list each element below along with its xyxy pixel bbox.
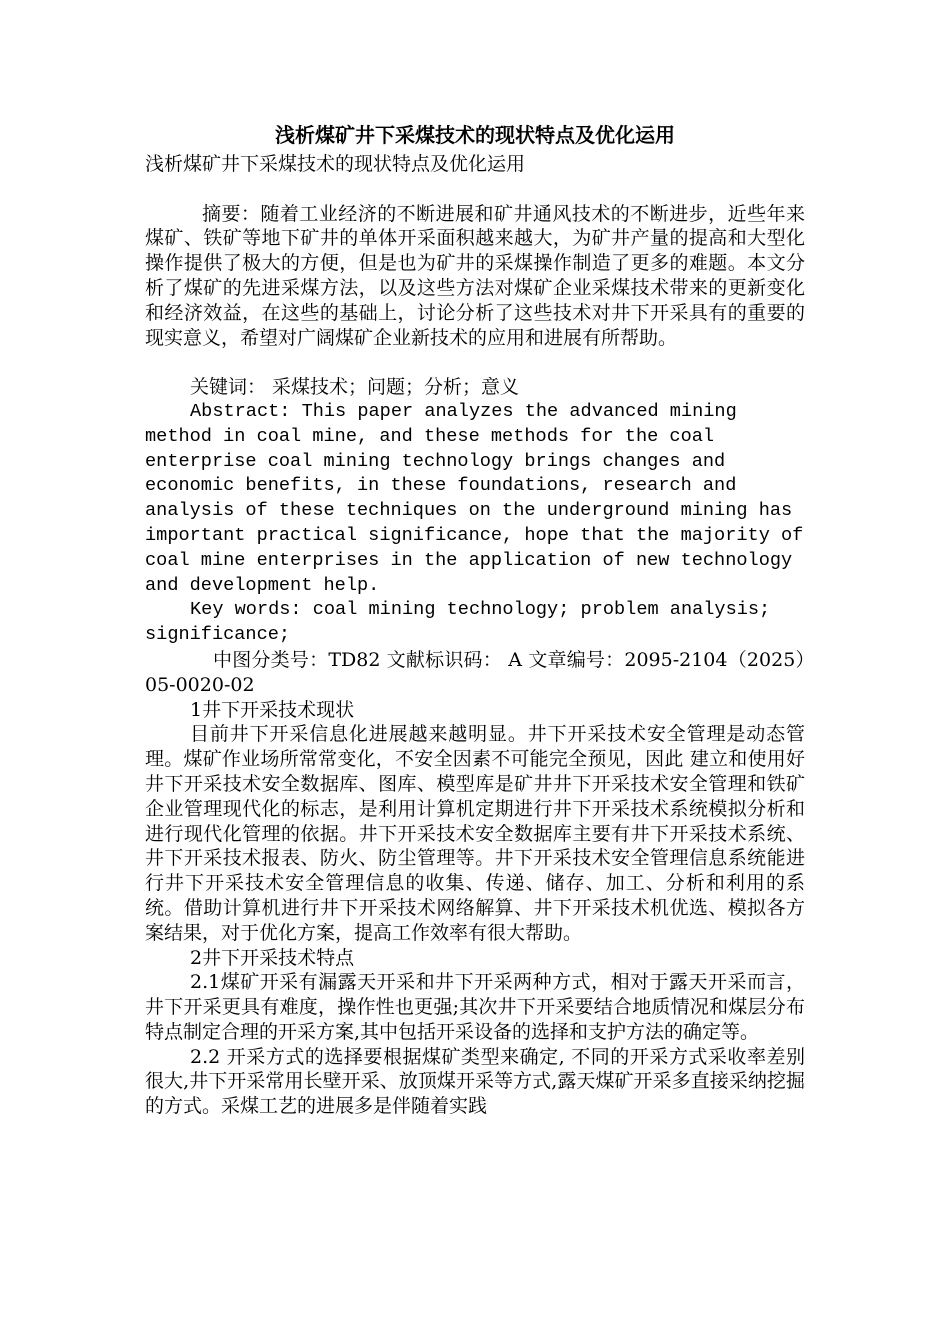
abstract-en: Abstract: This paper analyzes the advanced mining method in coal mine, and these methods for the coal enterprise coal mining technology brings changes and economic benefits, in these foundations, research and analysis of these techniques on the underground mining has important practical significance, hope that the majority of coal mine enterprises in the application of new technology and development help. <box>145 400 804 596</box>
document-subtitle: 浅析煤矿井下采煤技术的现状特点及优化运用 <box>145 153 526 175</box>
keywords-cn: 关键词： 采煤技术；问题；分析；意义 <box>190 376 520 399</box>
keywords-en: Key words: coal mining technology; problem analysis; significance; <box>145 599 771 646</box>
spacer <box>145 350 805 375</box>
section-1-body: 目前井下开采信息化进展越来越明显。井下开采技术安全管理是动态管理。煤矿作业场所常常变化，不安全因素不可能完全预见，因此 建立和使用好井下开采技术安全数据库、图库、模型库是矿井井下开采技术安全管理和铁矿企业管理现代化的标志，是利用计算机定期进行井下开采技术系统模拟分析和进行现代化管理的依据。井下开采技术安全数据库主要有井下开采技术系统、井下开采技术报表、防火、防尘管理等。井下开采技术安全管理信息系统能进行井下开采技术安全管理信息的收集、传递、储存、加工、分析和利用的系统。借助计算机进行井下开采技术网络解算、井下开采技术机优选、模拟各方案结果，对于优化方案，提高工作效率有很大帮助。 <box>145 723 805 944</box>
document-title: 浅析煤矿井下采煤技术的现状特点及优化运用 <box>275 123 675 147</box>
section-1-heading: 1井下开采技术现状 <box>190 698 355 721</box>
section-2-paragraph-2: 2.2 开采方式的选择要根据煤矿类型来确定, 不同的开采方式采收率差别很大,井下开采常用长壁开采、放顶煤开采等方式,露天煤矿开采多直接采纳挖掘的方式。采煤工艺的进展多是伴随着实践 <box>145 1045 805 1118</box>
abstract-cn: 摘要：随着工业经济的不断进展和矿井通风技术的不断进步，近些年来煤矿、铁矿等地下矿井的单体开采面积越来越大，为矿井产量的提高和大型化操作提供了极大的方便，但是也为矿井的采煤操作制造了更多的难题。本文分析了煤矿的先进采煤方法，以及这些方法对煤矿企业采煤技术带来的更新变化和经济效益，在这些的基础上，讨论分析了这些技术对井下开采具有的重要的现实意义，希望对广阔煤矿企业新技术的应用和进展有所帮助。 <box>145 202 805 349</box>
spacer <box>145 177 805 202</box>
section-2-paragraph-1: 2.1煤矿开采有漏露天开采和井下开采两种方式，相对于露天开采而言，井下开采更具有难度，操作性也更强;其次井下开采要结合地质情况和煤层分布特点制定合理的开采方案,其中包括开采设备的选择和支护方法的确定等。 <box>145 971 805 1043</box>
classification-line: 中图分类号：TD82 文献标识码： A 文章编号：2095-2104（2025）05-0020-02 <box>145 648 805 696</box>
section-2-heading: 2井下开采技术特点 <box>190 946 355 969</box>
document-page <box>145 118 805 1119</box>
